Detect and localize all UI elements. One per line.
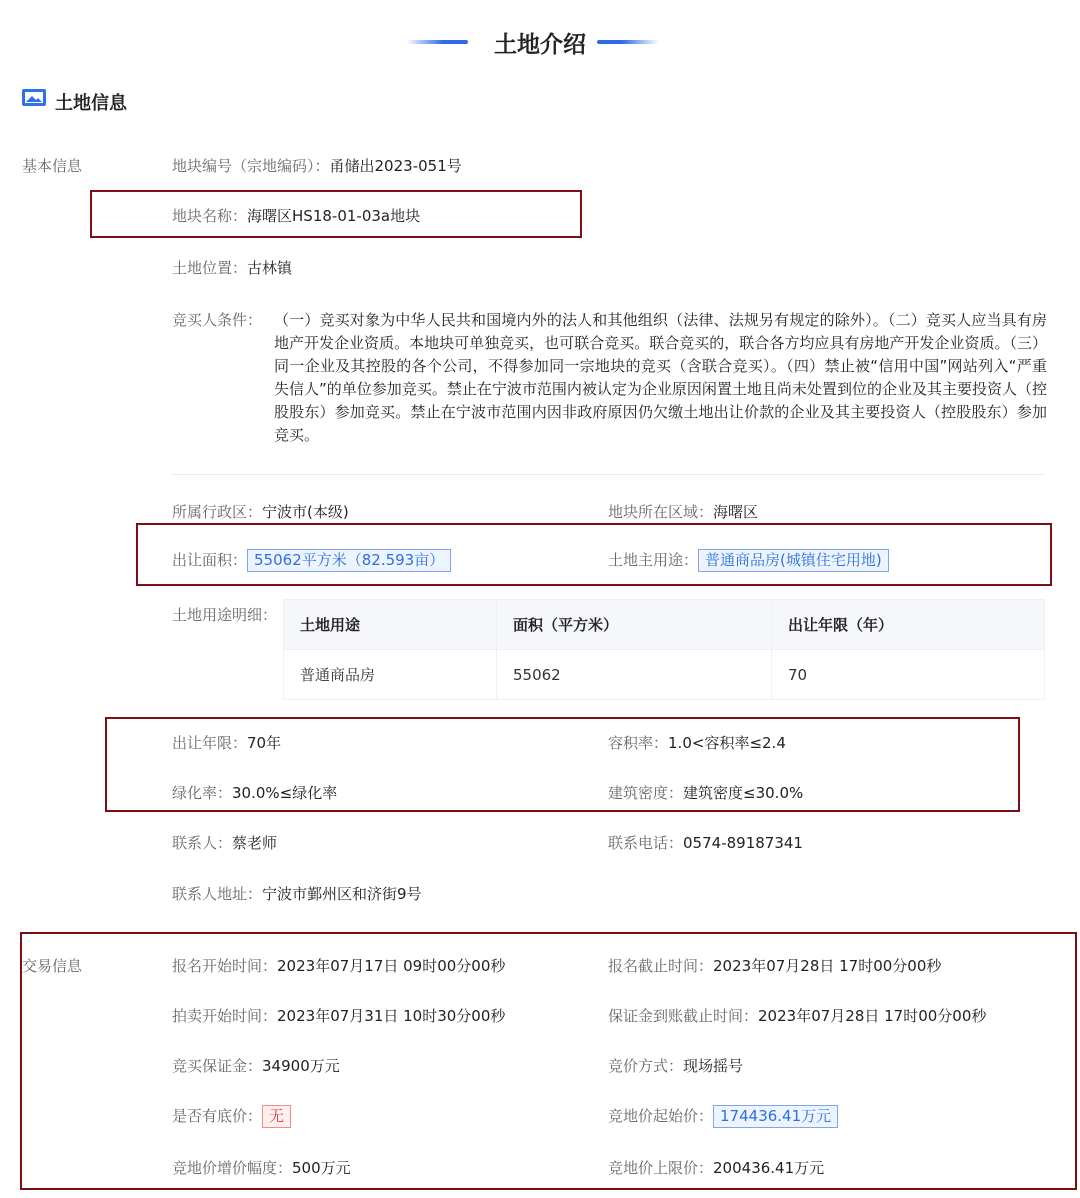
highlight-box-plot-name bbox=[90, 190, 582, 238]
transfer-area-label: 出让面积： bbox=[172, 551, 248, 569]
bidding-method-value: 现场摇号 bbox=[683, 1057, 744, 1075]
auction-start-value: 2023年07月31日 10时30分00秒 bbox=[277, 1007, 506, 1025]
district-value: 宁波市(本级) bbox=[262, 503, 349, 521]
table-header-term: 出让年限（年） bbox=[772, 600, 1045, 650]
bidder-conditions-label: 竞买人条件： bbox=[172, 311, 263, 329]
deposit-deadline-value: 2023年07月28日 17时00分00秒 bbox=[758, 1007, 987, 1025]
title-decoration-right bbox=[597, 40, 659, 44]
start-price-tag: 174436.41万元 bbox=[713, 1105, 838, 1128]
plot-region-value: 海曙区 bbox=[713, 503, 759, 521]
district-label: 所属行政区： bbox=[172, 503, 263, 521]
reserve-price-tag: 无 bbox=[262, 1105, 291, 1128]
land-location-label: 土地位置： bbox=[172, 259, 248, 277]
price-cap-value: 200436.41万元 bbox=[713, 1159, 825, 1177]
price-increment-label: 竞地价增价幅度： bbox=[172, 1159, 293, 1177]
start-price-label: 竞地价起始价： bbox=[608, 1107, 714, 1125]
far-label: 容积率： bbox=[608, 734, 669, 752]
section-title: 土地信息 bbox=[55, 93, 127, 114]
building-density-label: 建筑密度： bbox=[608, 784, 684, 802]
deposit-deadline-label: 保证金到账截止时间： bbox=[608, 1007, 759, 1025]
table-row bbox=[284, 650, 1045, 700]
table-cell-area: 55062 bbox=[497, 650, 772, 700]
plot-name-value: 海曙区HS18-01-03a地块 bbox=[247, 207, 421, 225]
green-ratio-label: 绿化率： bbox=[172, 784, 233, 802]
land-use-table bbox=[283, 599, 1045, 700]
reg-end-value: 2023年07月28日 17时00分00秒 bbox=[713, 957, 942, 975]
phone-value: 0574-89187341 bbox=[683, 834, 803, 852]
phone-row bbox=[608, 832, 803, 853]
table-header-row bbox=[284, 600, 1045, 650]
land-use-detail-label: 土地用途明细： bbox=[172, 606, 278, 624]
divider bbox=[172, 474, 1045, 475]
phone-label: 联系电话： bbox=[608, 834, 684, 852]
district-row bbox=[172, 501, 349, 522]
address-row bbox=[172, 883, 422, 904]
deposit-label: 竞买保证金： bbox=[172, 1057, 263, 1075]
table-cell-use: 普通商品房 bbox=[284, 650, 497, 700]
table-header-use: 土地用途 bbox=[284, 600, 497, 650]
contact-row bbox=[172, 832, 277, 853]
plot-name-label: 地块名称： bbox=[172, 207, 248, 225]
bidder-conditions bbox=[172, 309, 1047, 447]
transfer-term-label: 出让年限： bbox=[172, 734, 248, 752]
address-label: 联系人地址： bbox=[172, 885, 263, 903]
contact-value: 蔡老师 bbox=[232, 834, 278, 852]
price-increment-value: 500万元 bbox=[292, 1159, 351, 1177]
land-location-value: 古林镇 bbox=[247, 259, 293, 277]
plot-number-row bbox=[172, 155, 462, 176]
reg-end-label: 报名截止时间： bbox=[608, 957, 714, 975]
bidding-method-label: 竞价方式： bbox=[608, 1057, 684, 1075]
contact-label: 联系人： bbox=[172, 834, 233, 852]
transfer-area-tag: 55062平方米（82.593亩） bbox=[247, 549, 451, 572]
price-cap-label: 竞地价上限价： bbox=[608, 1159, 714, 1177]
plot-region-row bbox=[608, 501, 758, 522]
reg-start-value: 2023年07月17日 09时00分00秒 bbox=[277, 957, 506, 975]
plot-number-label: 地块编号（宗地编码）： bbox=[172, 157, 330, 175]
main-use-tag: 普通商品房(城镇住宅用地) bbox=[698, 549, 889, 572]
highlight-box-term-ratios bbox=[105, 717, 1020, 812]
building-density-value: 建筑密度≤30.0% bbox=[683, 784, 804, 802]
table-cell-term: 70 bbox=[772, 650, 1045, 700]
page-title: 土地介绍 bbox=[494, 32, 586, 58]
plot-region-label: 地块所在区域： bbox=[608, 503, 714, 521]
category-trade-info: 交易信息 bbox=[22, 957, 83, 975]
land-info-icon bbox=[22, 89, 46, 106]
main-use-label: 土地主用途： bbox=[608, 551, 699, 569]
green-ratio-value: 30.0%≤绿化率 bbox=[232, 784, 338, 802]
bidder-conditions-text: （一）竞买对象为中华人民共和国境内外的法人和其他组织（法律、法规另有规定的除外）。（二）竞买人应当具有房地产开发企业资质。本地块可单独竞买，也可联合竞买。联合竞买的，联合各方均应具有房地产开发企业资质。（三）同一企业及其控股的各个公司，不得参加同一宗地块的竞买（含联合竞买）。（四）禁止被“信用中国”网站列入“严重失信人”的单位参加竞买。禁止在宁波市范围内被认定为企业原因闲置土地且尚未处置到位的企业及其主要投资人（控股股东）参加竞买。禁止在宁波市范围内因非政府原因仍欠缴土地出让价款的企业及其主要投资人（控股股东）参加竞买。 bbox=[274, 311, 1047, 444]
transfer-term-value: 70年 bbox=[247, 734, 282, 752]
reserve-price-label: 是否有底价： bbox=[172, 1107, 263, 1125]
highlight-box-area-use bbox=[136, 523, 1052, 586]
category-basic-info: 基本信息 bbox=[22, 157, 83, 175]
land-location-row bbox=[172, 257, 292, 278]
auction-start-label: 拍卖开始时间： bbox=[172, 1007, 278, 1025]
plot-number-value: 甬储出2023-051号 bbox=[329, 157, 462, 175]
address-value: 宁波市鄞州区和济街9号 bbox=[262, 885, 422, 903]
far-value: 1.0<容积率≤2.4 bbox=[668, 734, 786, 752]
highlight-box-trade-info bbox=[20, 932, 1077, 1190]
table-header-area: 面积（平方米） bbox=[497, 600, 772, 650]
reg-start-label: 报名开始时间： bbox=[172, 957, 278, 975]
deposit-value: 34900万元 bbox=[262, 1057, 340, 1075]
